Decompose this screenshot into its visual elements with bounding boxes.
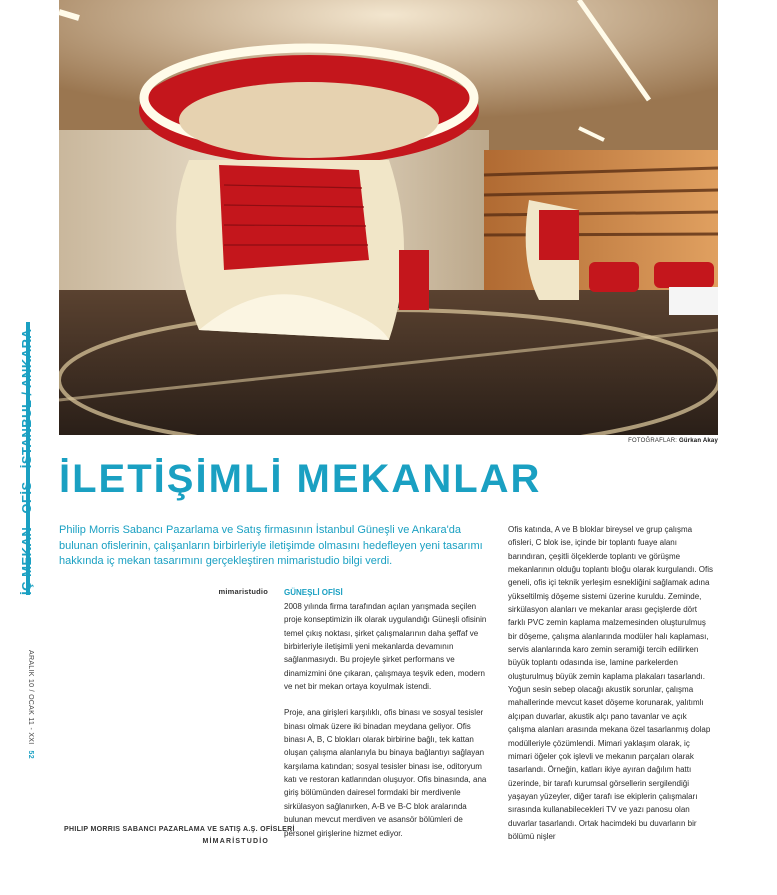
studio-credit: MİMARİSTUDİO [202, 838, 269, 845]
section-category: İÇ MEKAN - OFİS - İSTANBUL / ANKARA [19, 328, 34, 595]
photo-credit [628, 438, 718, 444]
page-number: 52 [27, 750, 34, 759]
text-column-2 [508, 523, 716, 856]
article-author: mimaristudio [218, 587, 268, 596]
article-photo [59, 0, 718, 435]
article-lead: Philip Morris Sabancı Pazarlama ve Satış firmasının İstanbul Güneşli ve Ankara'da bulunan ofislerinin, çalışanların birbirleriyle iletişimde olmasını hedefleyen yeni tasarımı hakkında iç mekan tasarımını gerçekleştiren mimaristudio bilgi verdi. [59, 524, 483, 567]
paragraph: 2008 yılında firma tarafından açılan yarışmada seçilen proje konseptimizin ilk olarak uygulandığı Güneşli ofisinin temel çıkış noktası, şirket çalışmalarının daha şeffaf ve birbirleriyle iletişimli yeni mekanlarda devamının sağlanmasıydı. Bu projeyle şirket performans ve dinamizmini öne çıkaran, çalışmaya teşvik eden, modern ve net bir mekan ortaya koyulmak istendi. [284, 602, 487, 692]
paragraph: Proje, ana girişleri karşılıklı, ofis binası ve sosyal tesisler binası olmak üzere iki binadan meydana geliyor. Ofis binası A, B, C blokları olarak birbirine bağlı, tek kattan oluşan çalışma alanlarıyla bu binaya bağlantıyı sağlayan karşılama katından; sosyal tesisler binası ise, oditoryum katı ve restoran katlarından oluşuyor. Ofis binasında, ana giriş bölümünden dairesel formdaki bir merdivenle sirkülasyon sağlanırken, A-B ve B-C blok aralarında bulunan mevcut merdiven ve asansör bölümleri de personel girişlerine hizmet ediyor. [284, 708, 487, 838]
text-column-1 [284, 587, 492, 853]
section-subhead: GÜNEŞLİ OFİSİ [284, 588, 343, 597]
client-credit: PHILIP MORRIS SABANCI PAZARLAMA VE SATIŞ A.Ş. OFİSLERİ [64, 826, 295, 833]
paragraph: Ofis katında, A ve B bloklar bireysel ve grup çalışma ofisleri, C blok ise, içinde bir toplantı fuaye alanı barındıran, çeşitli ölçeklerde toplantı ve görüşme mekanlarının olduğu toplantı bloğu olarak kurgulandı. Ofis geneli, ofis içi teknik yerleşim esnekliğini sağlamak adına yükseltilmiş döşeme sistemi üzerine kuruldu. Zeminde, sirkülasyon alanları ve mekanlar arası geçişlerde dört farklı PVC zemin kaplama malzemesinden oluşturulmuş bir döşeme, çalışma alanlarında modüler halı kaplaması, servis alanlarında karo zemin seramiği tercih edilirken büyük toplantı odasında ise, lamine parkelerden oluşturulmuş büyük zemin kaplama plakaları tasarlandı. Yoğun sesin sebep olacağı akustik sorunlar, çalışma mahallerinde mevcut kaset döşeme korunarak, yalıtımlı alçıpan duvarlar, akustik alçı pano tavanlar ve açık çalışma alanları arasında mekana özel tasarlanmış dolap modülleriyle çözümlendi. Mimari yaklaşım olarak, iç mimari öğeler çok işlevli ve mekanın parçaları olarak tasarlandı. Örneğin, katları ikiye ayıran dağılım hattı üzerinde, bir tarafı kurumsal görsellerin sergilendiği yaşayan yüzeyler, diğer tarafı ise ekiplerin çalışmaları sırasında kullanabilecekleri TV ve yazı panosu olan duvarlar tasarlandı. Ortak hacimdeki bu duvarların bir bölümü nişler [508, 525, 714, 841]
article-title: İLETİŞİMLİ MEKANLAR [59, 457, 542, 501]
photographer-name: Gürkan Akay [679, 438, 718, 444]
issue-info [27, 650, 34, 759]
photo-credit-label: FOTOĞRAFLAR: [628, 438, 678, 444]
lobby-illustration [59, 0, 718, 435]
project-credits [64, 824, 295, 848]
issue-date: ARALIK 10 / OCAK 11 - XXI [27, 650, 34, 745]
